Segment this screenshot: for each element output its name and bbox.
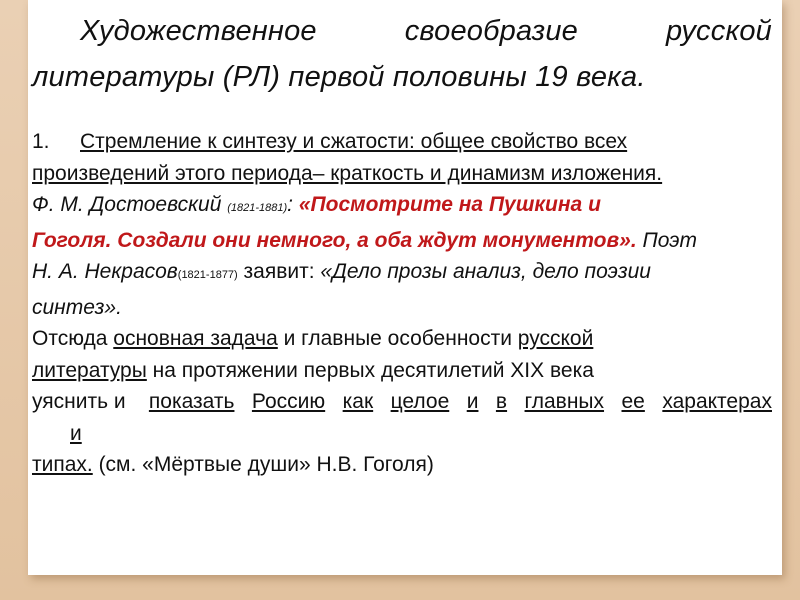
conclusion-line-3 xyxy=(32,386,772,418)
slide-title xyxy=(32,8,772,100)
dostoevsky-line-1 xyxy=(32,189,772,225)
conclusion-line-4 xyxy=(32,418,772,450)
nekrasov-line-2 xyxy=(32,292,772,324)
list-number: 1. xyxy=(32,130,50,153)
list-item-1-line-b xyxy=(32,158,772,190)
text: и главные особенности xyxy=(277,327,518,350)
quote-close: ». xyxy=(619,228,637,252)
underlined-word: главных xyxy=(524,390,605,413)
title-word: своеобразие xyxy=(404,15,578,47)
underlined-text: и xyxy=(70,421,82,445)
text: уяснить и xyxy=(32,390,132,413)
underlined-word: целое xyxy=(390,390,450,413)
list-item-text: произведений этого периода– краткость и динамизм изложения. xyxy=(32,161,663,185)
quote-text: Посмотрите на Пушкина и xyxy=(310,193,601,216)
conclusion-line-2 xyxy=(32,355,772,387)
author-name: Н. А. Некрасов xyxy=(32,260,178,283)
underlined-word: как xyxy=(342,390,374,413)
underlined-text: основная задача xyxy=(113,327,278,350)
underlined-word: ее xyxy=(621,390,645,413)
quote-text: синтез». xyxy=(32,295,122,319)
verb-text: заявит: xyxy=(237,260,321,283)
slide-body xyxy=(32,126,772,481)
underlined-word: Россию xyxy=(251,390,326,413)
underlined-text: типах. xyxy=(32,453,93,476)
quote-text: Гоголя. Создали они немного, а оба ждут монументов xyxy=(32,228,620,252)
author-years: (1821-1881) xyxy=(227,202,288,214)
title-word: русской xyxy=(665,15,772,47)
list-item-text: Стремление к синтезу и сжатости: общее свойство всех xyxy=(80,130,628,153)
underlined-text: русской xyxy=(517,327,594,350)
underlined-word: в xyxy=(495,390,508,413)
text: Отсюда xyxy=(32,327,114,350)
follow-text: Поэт xyxy=(636,228,697,252)
author-name: Ф. М. Достоевский xyxy=(32,193,222,216)
nekrasov-line-1 xyxy=(32,256,772,292)
title-line-1 xyxy=(32,8,772,54)
title-line-2: литературы (РЛ) первой половины 19 века. xyxy=(32,61,646,93)
quote-open: « xyxy=(298,193,311,216)
author-years: (1821-1877) xyxy=(177,269,238,281)
colon: : xyxy=(287,193,299,216)
quote-text: «Дело прозы анализ, дело поэзии xyxy=(320,260,651,283)
text: (см. «Мёртвые души» Н.В. Гоголя) xyxy=(92,453,434,476)
underlined-word: и xyxy=(466,390,479,413)
conclusion-line-1 xyxy=(32,323,772,355)
list-item-1-line-a xyxy=(32,126,772,158)
conclusion-line-5 xyxy=(32,449,772,481)
text: на протяжении первых десятилетий XIX века xyxy=(146,358,594,382)
dostoevsky-line-2 xyxy=(32,225,772,257)
title-word: Художественное xyxy=(80,15,317,47)
underlined-word: характерах xyxy=(662,390,772,413)
underlined-word: показать xyxy=(148,390,235,413)
underlined-text: литературы xyxy=(32,358,147,382)
